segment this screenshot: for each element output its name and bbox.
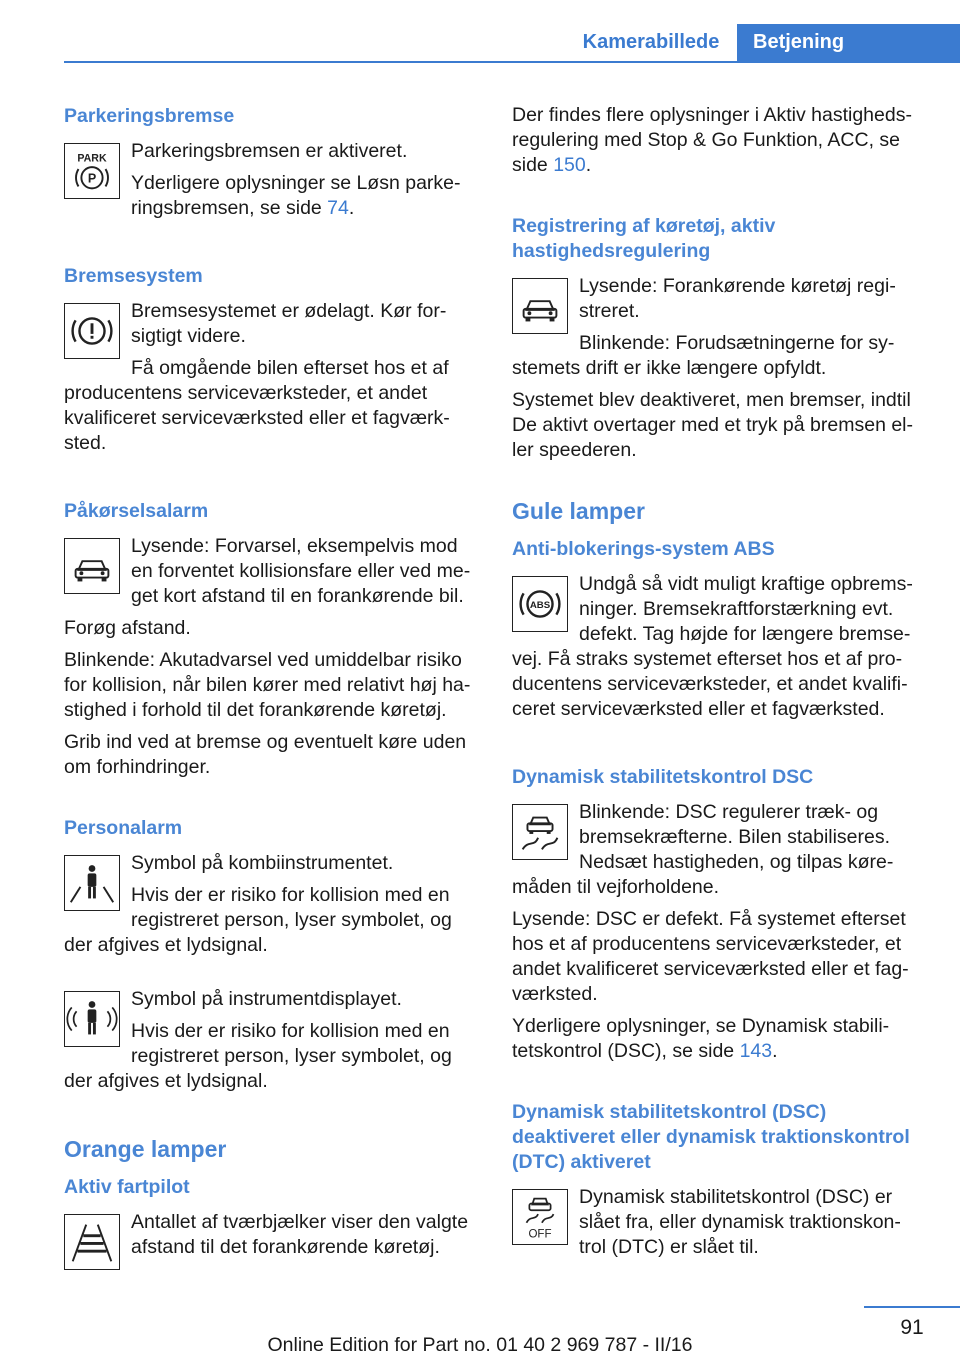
parking-brake-text-2-pre: Yderligere oplysninger se Løsn parke-ringsbremsen, se side xyxy=(131,172,461,219)
vehicle-detection-text-3: Systemet blev deaktiveret, men bremser, indtil De aktivt overtager med et tryk på bremsen el-ler speederen. xyxy=(512,389,913,461)
svg-text:P: P xyxy=(87,171,97,186)
brake-warning-icon xyxy=(64,303,120,359)
brake-system-entry xyxy=(64,299,478,463)
person-warning-b-text-1: Symbol på instrumentdisplayet. xyxy=(131,988,402,1010)
parking-brake-entry xyxy=(64,139,478,228)
footer-rule xyxy=(864,1306,960,1308)
person-warning-a-text-2: Hvis der er risiko for kollision med en registreret person, lyser symbolet, og der afgives et lydsignal. xyxy=(64,884,452,956)
person-warning-entry-b xyxy=(64,987,478,1101)
right-column xyxy=(512,103,926,1267)
dsc-text-3-post: . xyxy=(772,1040,778,1062)
page-link-143[interactable]: 143 xyxy=(739,1040,773,1062)
person-warning-a-text-1: Symbol på kombiinstrumentet. xyxy=(131,852,394,874)
dsc-skid-icon xyxy=(512,804,568,860)
brake-system-heading: Bremsesystem xyxy=(64,265,203,287)
park-icon-text: PARK xyxy=(77,152,107,165)
distance-bars-icon xyxy=(64,1214,120,1270)
parking-brake-text-2-post: . xyxy=(348,197,355,219)
dsc-text-3-pre: Yderligere oplysninger, se Dynamisk stabili-tetskontrol (DSC), se side xyxy=(512,1015,890,1062)
vehicle-detection-text-2: Blinkende: Forudsætningerne for sy-stemets drift er ikke længere opfyldt. xyxy=(512,332,895,379)
abs-heading: Anti-blokerings-system ABS xyxy=(512,538,775,560)
brake-system-text-2: Få omgående bilen efterset hos et af producentens serviceværksteder, et andet kvalificeret serviceværksted eller et fagværk-sted. xyxy=(64,357,450,454)
abs-entry xyxy=(512,572,926,729)
active-cruise-heading: Aktiv fartpilot xyxy=(64,1176,190,1198)
active-cruise-entry xyxy=(64,1210,478,1274)
dtc-text-1: Dynamisk stabilitetskontrol (DSC) er slået fra, eller dynamisk traktionskon-trol (DTC) er slået til. xyxy=(579,1186,901,1258)
vehicle-detection-heading: Registrering af køretøj, aktiv hastighedsregulering xyxy=(512,215,776,262)
car-ahead-icon xyxy=(64,538,120,594)
collision-warning-text-4: Grib ind ved at bremse og eventuelt køre uden om forhindringer. xyxy=(64,731,467,778)
dsc-text-3 xyxy=(512,1014,926,1064)
abs-icon xyxy=(512,576,568,632)
abs-text-1: Undgå så vidt muligt kraftige opbrems-ninger. Bremsekraftforstærkning evt. defekt. Tag højde for længere bremse-vej. Få straks systemet efterset hos et af pro-ducentens serviceværksteder, et andet kvalifi-ceret serviceværksted eller et fagværksted. xyxy=(512,573,913,720)
left-column xyxy=(64,100,478,1274)
dsc-off-icon xyxy=(512,1189,568,1245)
dtc-entry xyxy=(512,1185,926,1267)
dsc-off-icon-text: OFF xyxy=(528,1228,552,1241)
header-rule xyxy=(64,61,960,63)
collision-warning-text-1: Lysende: Forvarsel, eksempelvis mod en forventet kollisionsfare eller ved me-get kort afstand til en forankørende bil. xyxy=(131,535,471,607)
orange-lamps-heading: Orange lamper xyxy=(64,1136,227,1162)
acc-intro-pre: Der findes flere oplysninger i Aktiv hastigheds-regulering med Stop & Go Funktion, ACC, se side xyxy=(512,104,912,176)
acc-intro-text xyxy=(512,103,926,178)
park-brake-icon xyxy=(64,143,120,199)
dtc-heading: Dynamisk stabilitetskontrol (DSC) deaktiveret eller dynamisk traktionskontrol (DTC) aktiveret xyxy=(512,1101,910,1173)
parking-brake-text-2 xyxy=(64,171,478,221)
dsc-text-2: Lysende: DSC er defekt. Få systemet efterset hos et af producentens serviceværksteder, et andet kvalificeret serviceværksted eller et fag-værksted. xyxy=(512,908,909,1005)
abs-icon-text: ABS xyxy=(529,599,551,611)
collision-warning-text-3: Blinkende: Akutadvarsel ved umiddelbar risiko for kollision, når bilen kører med relativt høj ha-stighed i forhold til det forankørende køretøj. xyxy=(64,649,471,721)
header-section-title: Kamerabillede xyxy=(582,31,720,53)
page-link-74[interactable]: 74 xyxy=(327,197,349,219)
page-link-150[interactable]: 150 xyxy=(553,154,586,176)
person-warning-b-text-2: Hvis der er risiko for kollision med en registreret person, lyser symbolet, og der afgives et lydsignal. xyxy=(64,1020,452,1092)
person-warning-heading: Personalarm xyxy=(64,817,183,839)
acc-intro-post: . xyxy=(585,154,592,176)
brake-system-text-1: Bremsesystemet er ødelagt. Kør for-sigtigt videre. xyxy=(131,300,447,347)
vehicle-detection-text-1: Lysende: Forankørende køretøj regi-streret. xyxy=(579,275,896,322)
pedestrian-icon xyxy=(64,855,120,911)
collision-warning-entry xyxy=(64,534,478,780)
vehicle-detection-entry xyxy=(512,274,926,463)
dsc-heading: Dynamisk stabilitetskontrol DSC xyxy=(512,766,814,788)
car-detected-icon xyxy=(512,278,568,334)
edition-footer: Online Edition for Part no. 01 40 2 969 787 - II/16 xyxy=(267,1334,693,1356)
page-number: 91 xyxy=(900,1316,924,1339)
active-cruise-text-1: Antallet af tværbjælker viser den valgte afstand til det forankørende køretøj. xyxy=(131,1211,469,1258)
header-chapter-tab: Betjening xyxy=(737,24,960,63)
yellow-lamps-heading: Gule lamper xyxy=(512,498,645,524)
collision-warning-heading: Påkørselsalarm xyxy=(64,500,209,522)
parking-brake-text-1: Parkeringsbremsen er aktiveret. xyxy=(131,140,408,162)
dsc-entry xyxy=(512,800,926,1064)
dsc-text-1: Blinkende: DSC regulerer træk- og bremsekræfterne. Bilen stabiliseres. Nedsæt hastigheden, og tilpas køre-måden til vejforholdene. xyxy=(512,801,894,898)
parking-brake-heading: Parkeringsbremse xyxy=(64,105,235,127)
pedestrian-sound-icon xyxy=(64,991,120,1047)
collision-warning-text-2: Forøg afstand. xyxy=(64,617,191,639)
person-warning-entry-a xyxy=(64,851,478,965)
